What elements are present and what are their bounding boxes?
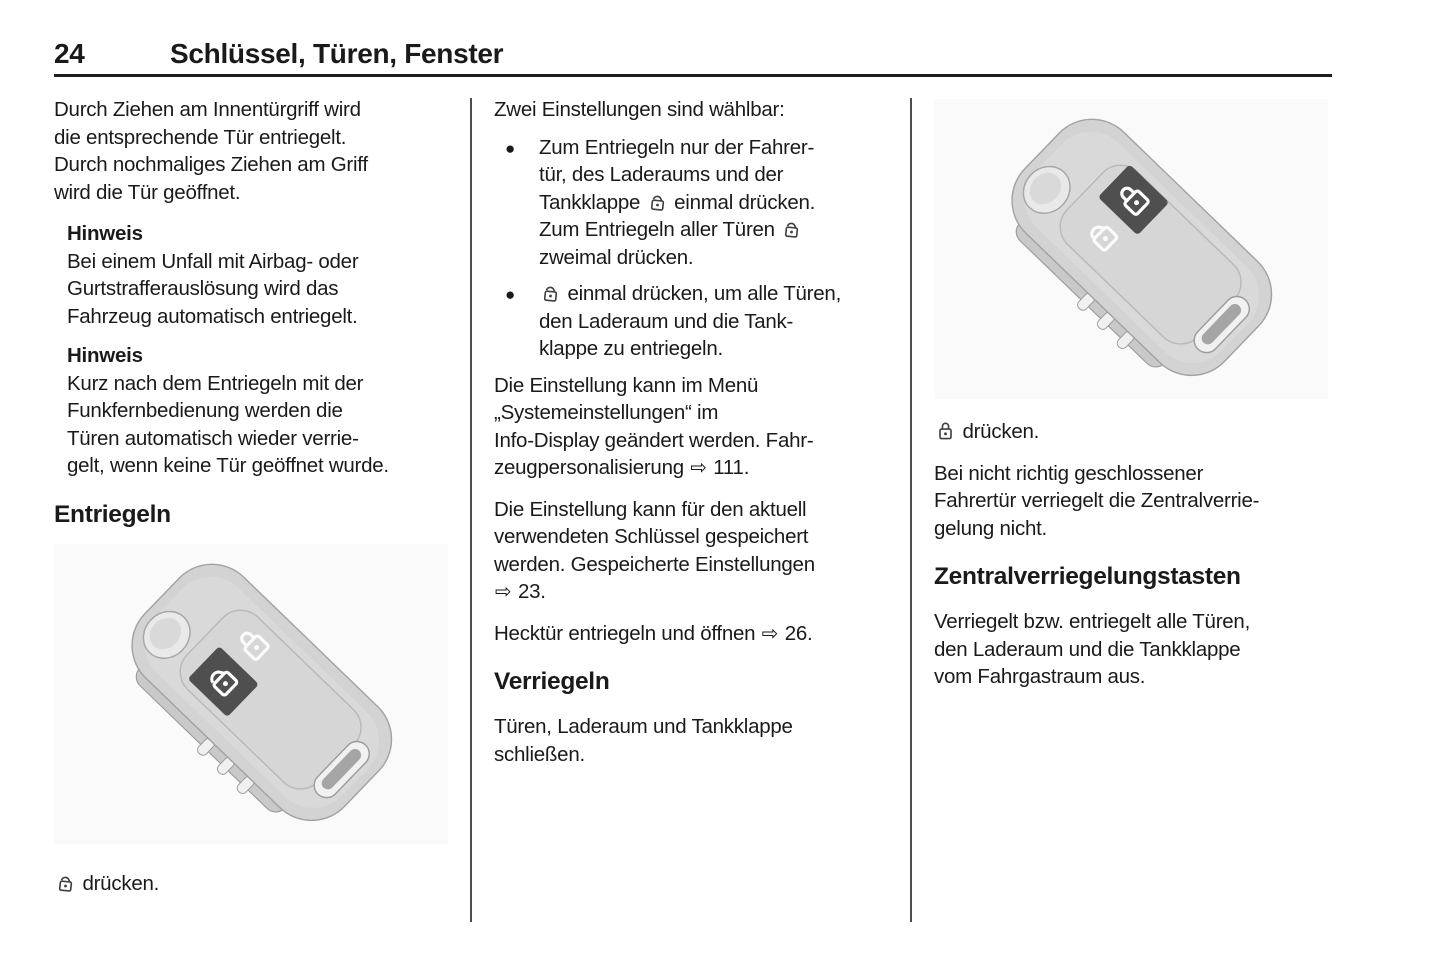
column-1	[54, 96, 448, 911]
list-item	[494, 134, 888, 272]
paragraph: Die Einstellung kann für den aktuell verwendeten Schlüssel gespeichert werden. Gespeicherte Einstellungen ⇨ 23.	[494, 497, 815, 603]
note-title: Hinweis	[67, 344, 143, 367]
page-content	[54, 96, 1328, 922]
note-body: Kurz nach dem Entriegeln mit der Funkfernbedienung werden die Türen automatisch wieder verrie- gelt, wenn keine Tür geöffnet wurde.	[67, 371, 389, 477]
note-title: Hinweis	[67, 222, 143, 245]
column-2	[494, 96, 888, 782]
page-header	[54, 38, 1332, 70]
section-heading-verriegeln: Verriegeln	[494, 668, 610, 695]
section-heading-zentralverriegelungstasten: Zentralverriegelungstasten	[934, 563, 1241, 590]
paragraph: Hecktür entriegeln und öffnen ⇨ 26.	[494, 620, 813, 645]
note-block	[54, 342, 448, 480]
list-item-text: einmal drücken, um alle Türen, den Laderaum und die Tank- klappe zu entriegeln.	[539, 282, 842, 360]
key-fob-illustration	[934, 96, 1328, 402]
paragraph: Zwei Einstellungen sind wählbar:	[494, 98, 785, 121]
note-block	[54, 220, 448, 330]
unlock-icon	[541, 281, 560, 304]
page-reference-arrow: ⇨	[690, 455, 707, 479]
paragraph: Die Einstellung kann im Menü „Systemeinstellungen“ im Info-Display geändert werden. Fahr- zeugpersonalisierung ⇨ 111.	[494, 373, 814, 479]
column-divider	[470, 98, 472, 922]
note-body: Bei einem Unfall mit Airbag- oder Gurtstrafferauslösung wird das Fahrzeug automatisch entriegelt.	[67, 249, 359, 328]
unlock-icon	[56, 871, 75, 894]
paragraph: Durch Ziehen am Innentürgriff wird die entsprechende Tür entriegelt. Durch nochmaliges Ziehen am Griff wird die Tür geöffnet.	[54, 98, 368, 204]
page-reference-arrow: ⇨	[761, 620, 779, 645]
header-rule	[54, 74, 1332, 77]
page-title: Schlüssel, Türen, Fenster	[170, 38, 504, 69]
paragraph: Verriegelt bzw. entriegelt alle Türen, den Laderaum und die Tankklappe vom Fahrgastraum aus.	[934, 610, 1251, 688]
unlock-icon	[648, 190, 667, 213]
list-item	[494, 280, 888, 363]
bullet-icon: ●	[505, 138, 516, 158]
paragraph: Bei nicht richtig geschlossener Fahrertür verriegelt die Zentralverrie- gelung nicht.	[934, 461, 1260, 540]
bullet-icon: ●	[505, 285, 516, 304]
lock-icon	[936, 419, 955, 442]
page-reference-arrow: ⇨	[495, 579, 512, 603]
key-fob-figure-lock	[934, 96, 1328, 402]
page-number: 24	[54, 38, 85, 69]
key-fob-illustration	[54, 544, 448, 844]
column-3	[934, 96, 1328, 705]
figure-caption: drücken.	[934, 418, 1328, 446]
paragraph: Türen, Laderaum und Tankklappe schließen.	[494, 715, 793, 766]
column-divider	[910, 98, 912, 922]
bullet-list	[494, 134, 888, 363]
key-fob-figure-unlock	[54, 544, 448, 844]
list-item-text: Zum Entriegeln nur der Fahrer- tür, des Laderaums und der Tankklappe einmal drücken. Zum Entriegeln aller Türen zweimal drücken.	[539, 135, 816, 269]
unlock-icon	[782, 217, 801, 240]
section-heading-entriegeln: Entriegeln	[54, 500, 171, 528]
figure-caption: drücken.	[54, 870, 448, 898]
